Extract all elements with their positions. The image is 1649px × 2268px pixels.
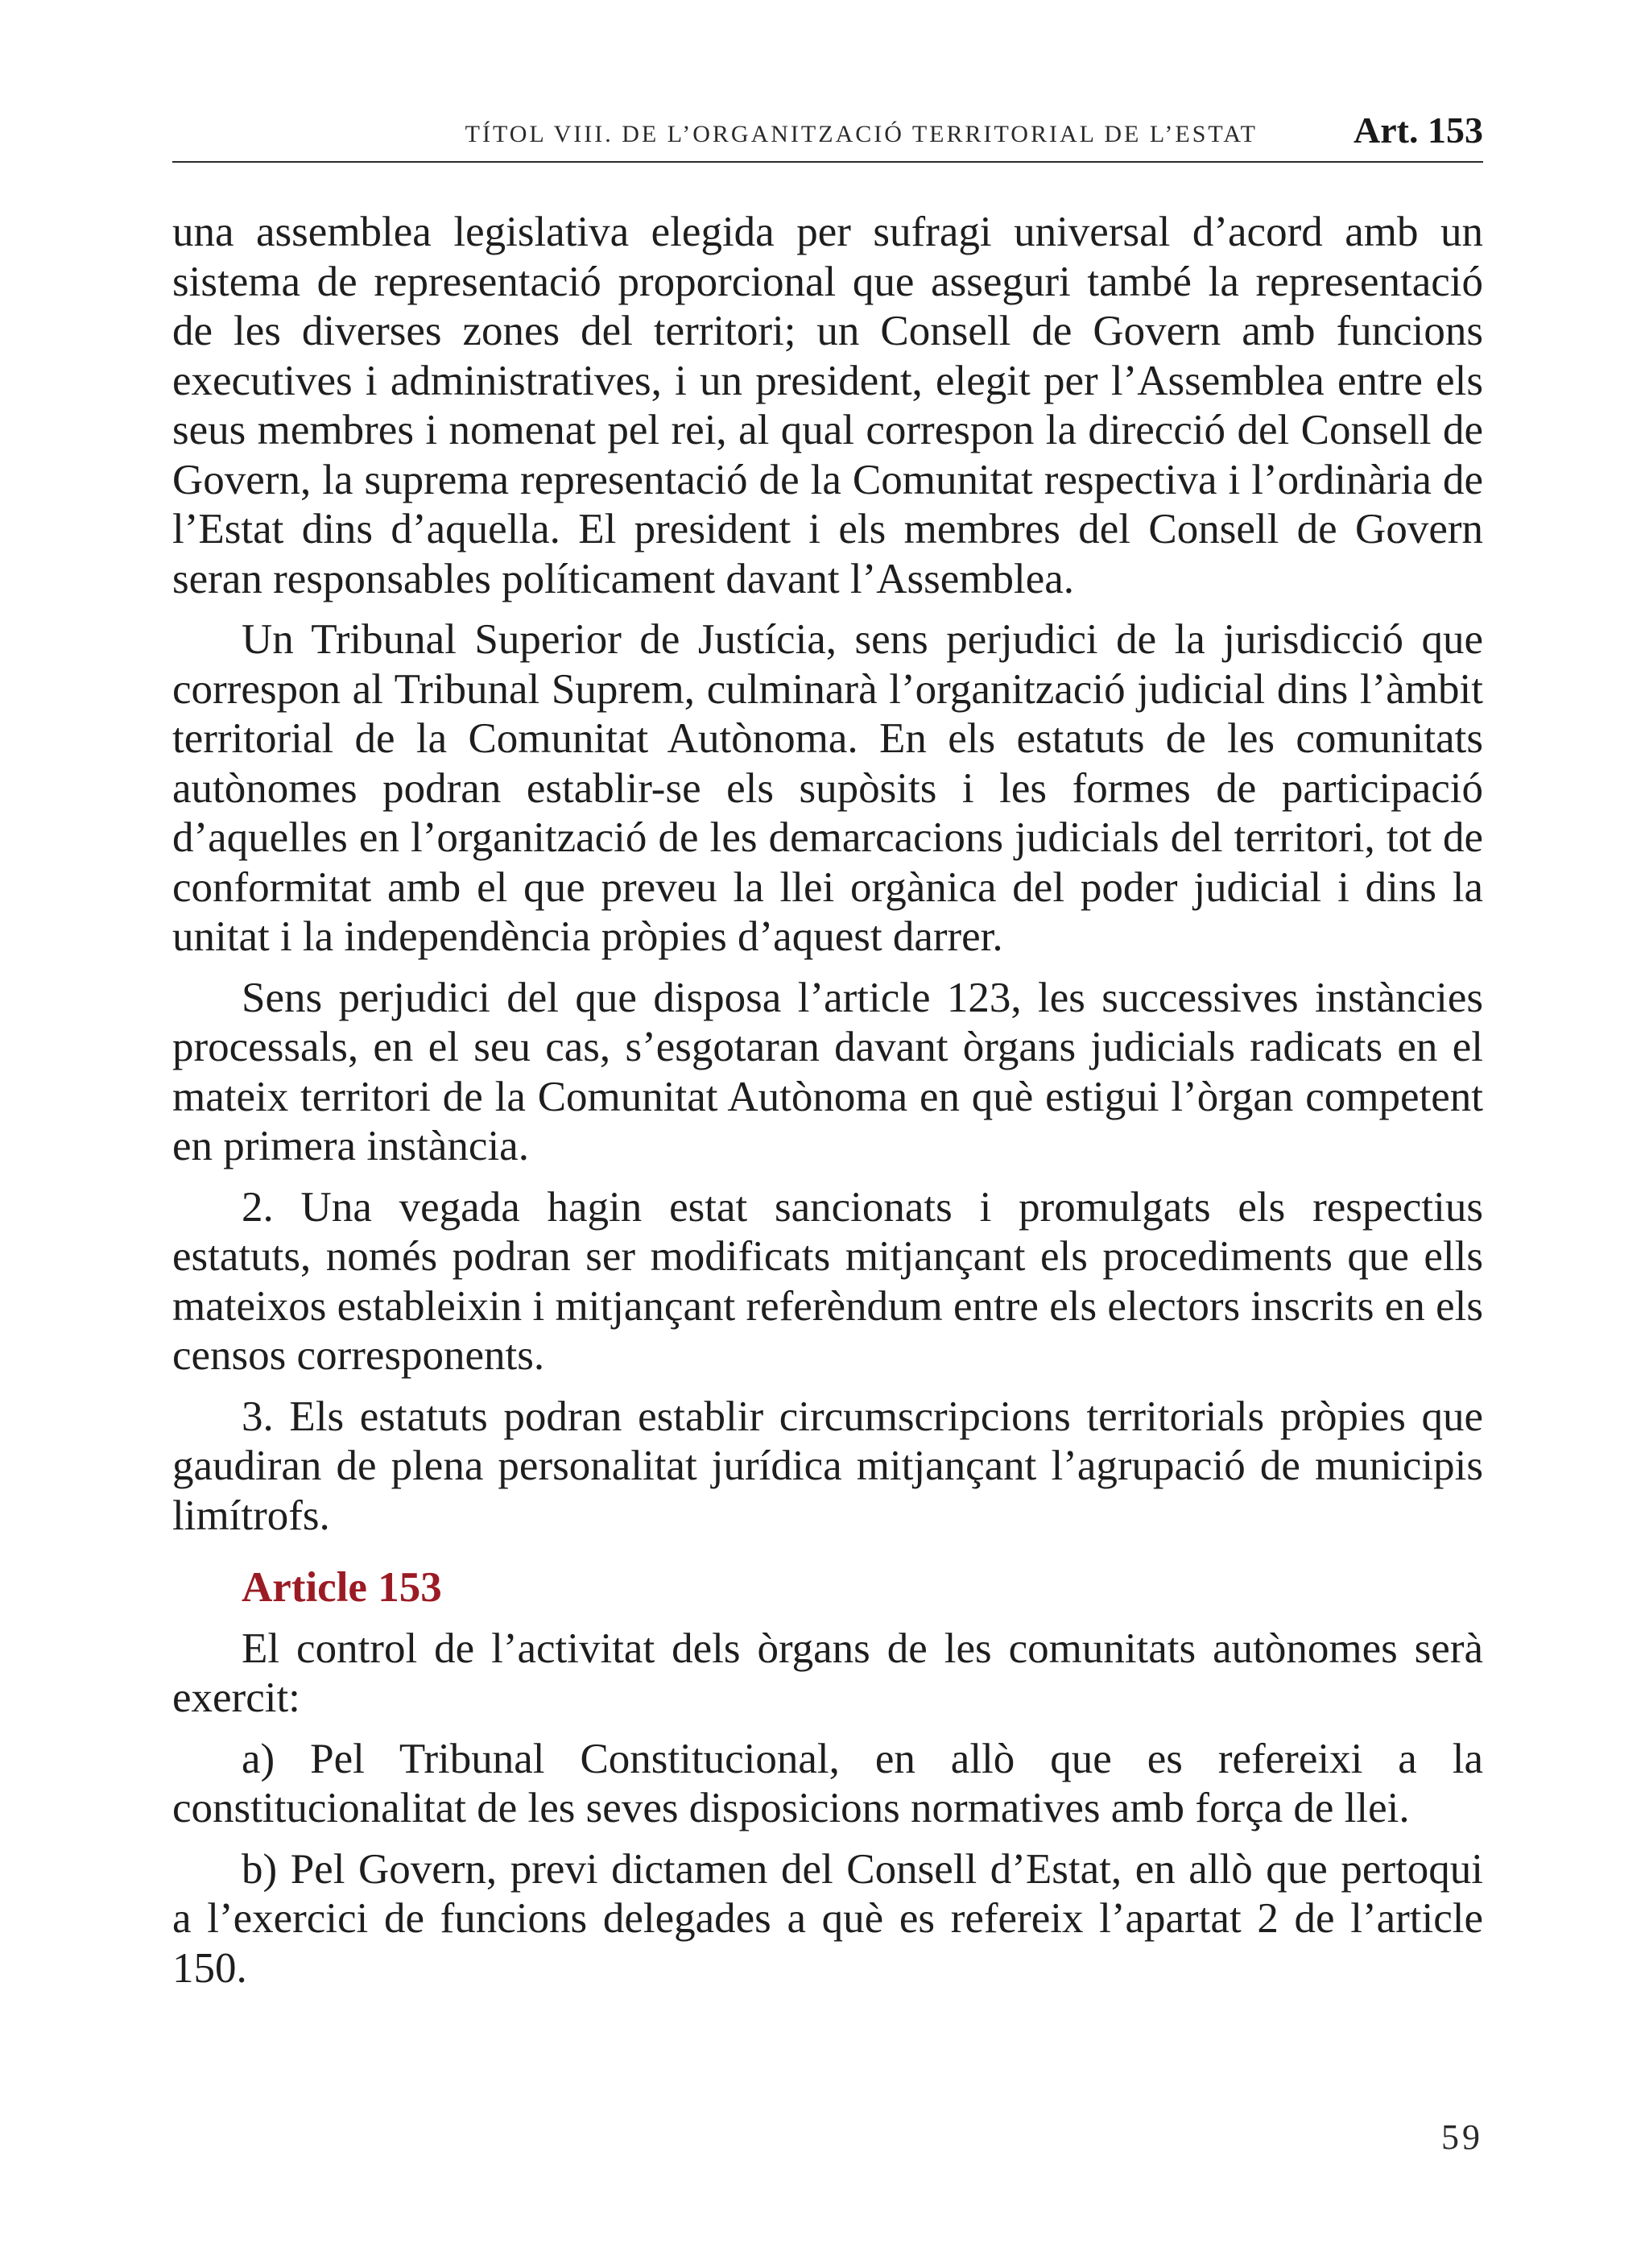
paragraph: 3. Els estatuts podran establir circumscripcions territorials pròpies que gaudiran de plena personalitat jurídica mitjançant l’agrupació de municipis limítrofs. — [172, 1393, 1483, 1539]
paragraph: a) Pel Tribunal Constitucional, en allò que es refereixi a la constitucionalitat de les seves disposicions normatives amb força de llei. — [172, 1735, 1483, 1831]
page-body — [172, 208, 1483, 2005]
paragraph: Sens perjudici del que disposa l’article 123, les successives instàncies processals, en el seu cas, s’esgotaran davant òrgans judicials radicats en el mateix territori de la Comunitat Autònoma en què estigui l’òrgan competent en primera instància. — [172, 974, 1483, 1169]
paragraph: una assemblea legislativa elegida per sufragi universal d’acord amb un sistema de representació proporcional que asseguri també la representació de les diverses zones del territori; un Consell de Govern amb funcions executives i administratives, i un president, elegit per l’Assemblea entre els seus membres i nomenat pel rei, al qual correspon la direcció del Consell de Govern, la suprema representació de la Comunitat respectiva i l’ordinària de l’Estat dins d’aquella. El president i els membres del Consell de Govern seran responsables políticament davant l’Assemblea. — [172, 209, 1483, 602]
paragraph: b) Pel Govern, previ dictamen del Consell d’Estat, en allò que pertoqui a l’exercici de funcions delegades a què es refereix l’apartat 2 de l’article 150. — [172, 1845, 1483, 1992]
article-reference: Art. 153 — [1354, 110, 1483, 151]
paragraph: 2. Una vegada hagin estat sancionats i promulgats els respectius estatuts, només podran ser modificats mitjançant els procediments que ells mateixos estableixin i mitjançant referèndum entre els electors inscrits en els censos corresponents. — [172, 1183, 1483, 1379]
paragraph: El control de l’activitat dels òrgans de les comunitats autònomes serà exercit: — [172, 1624, 1483, 1721]
running-header — [172, 103, 1483, 163]
page-number: 59 — [1441, 2117, 1483, 2157]
running-title: TÍTOL VIII. DE L’ORGANITZACIÓ TERRITORIAL DE L’ESTAT — [465, 121, 1258, 147]
paragraph: Un Tribunal Superior de Justícia, sens perjudici de la jurisdicció que correspon al Tribunal Suprem, culminarà l’organització judicial dins l’àmbit territorial de la Comunitat Autònoma. En els estatuts de les comunitats autònomes podran establir-se els supòsits i les formes de participació d’aquelles en l’organització de les demarcacions judicials del territori, tot de conformitat amb el que preveu la llei orgànica del poder judicial i dins la unitat i la independència pròpies d’aquest darrer. — [172, 616, 1483, 960]
article-heading: Article 153 — [242, 1564, 442, 1611]
